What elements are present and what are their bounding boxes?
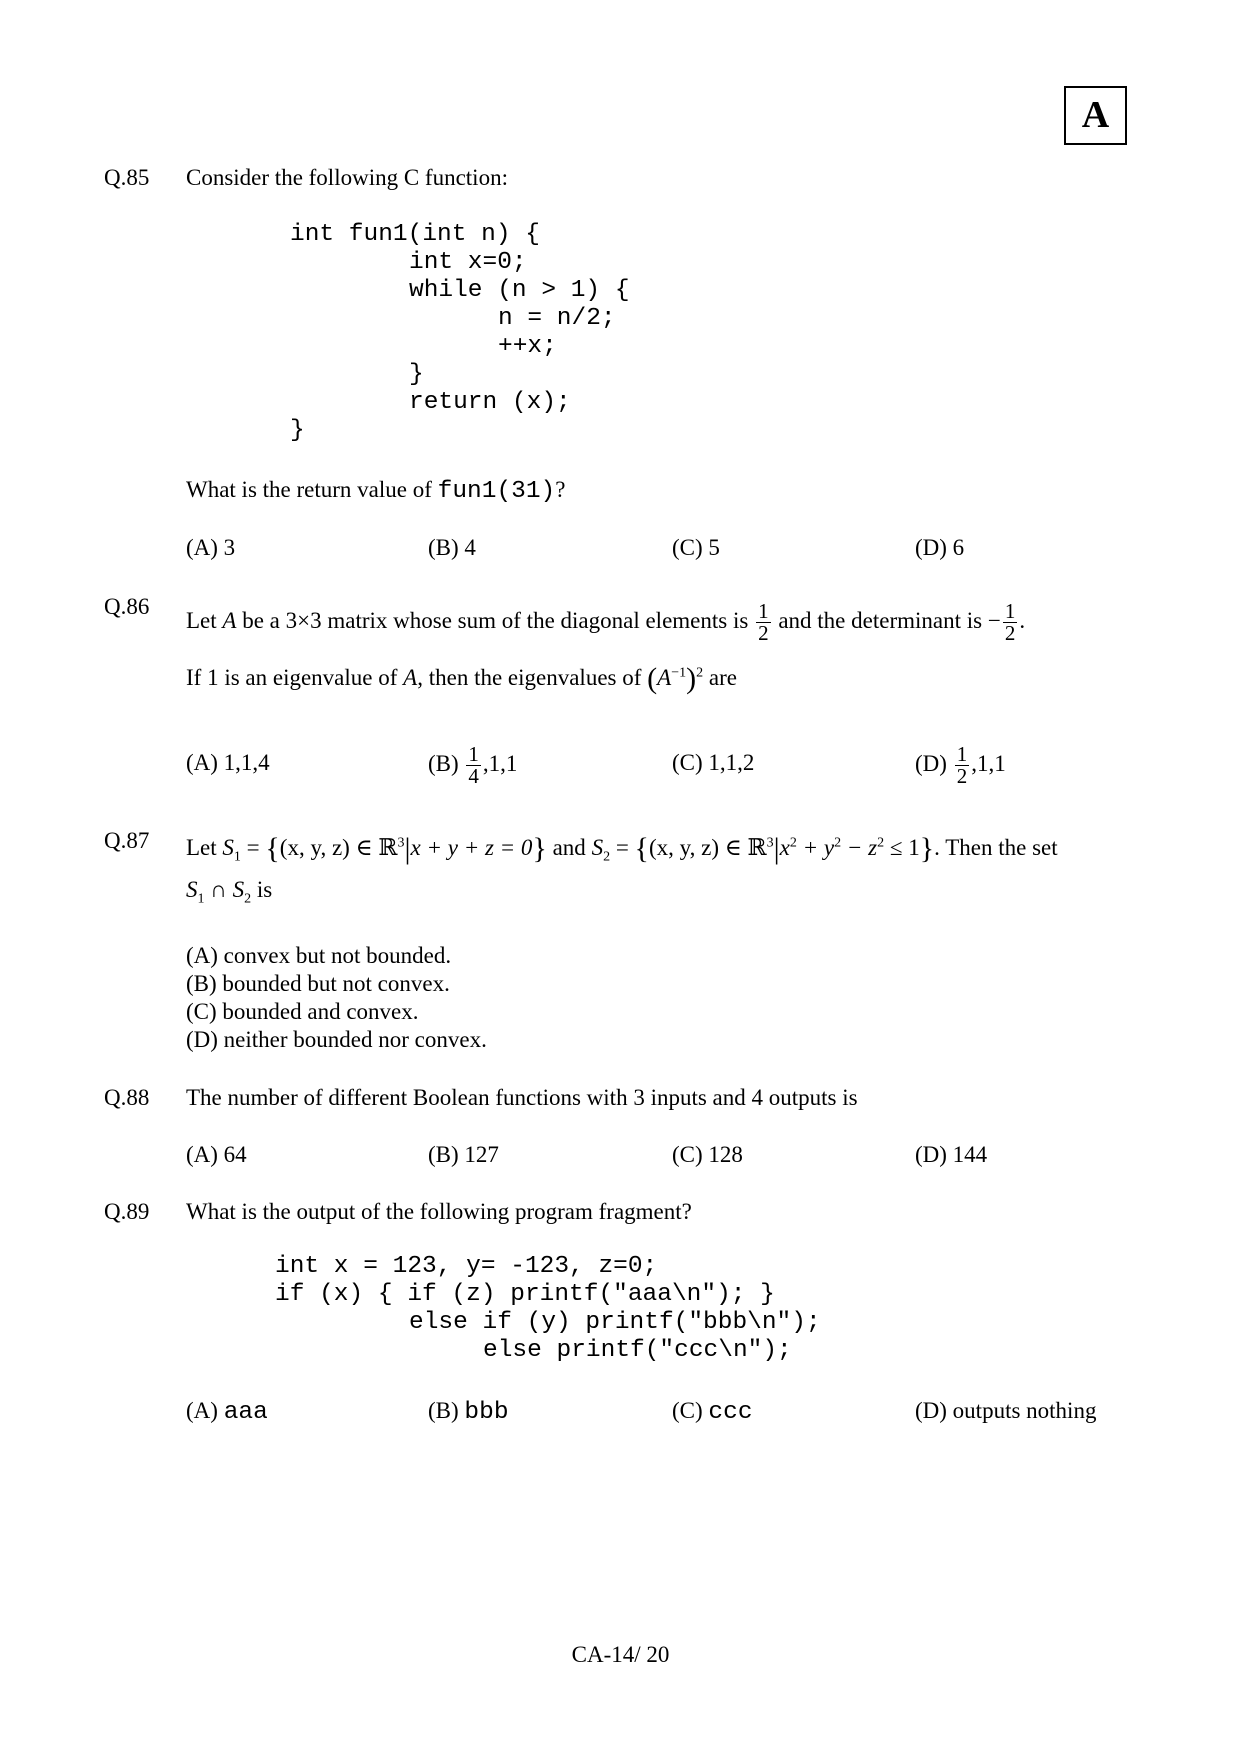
q85-code-line: int x=0;	[409, 249, 527, 276]
q89-option-d: (D) outputs nothing	[915, 1398, 1097, 1423]
q85-option-a: (A) 3	[186, 535, 236, 560]
q89-code-line: else printf("ccc\n");	[483, 1337, 792, 1364]
q89-code-line: int x = 123, y= -123, z=0;	[275, 1253, 658, 1280]
q86-option-d: (D) $\frac{1}{2}$ ,1,1	[915, 742, 1006, 789]
q85-text: Consider the following C function:	[186, 165, 508, 190]
q85-option-d: (D) 6	[915, 535, 965, 560]
q89-code-line: else if (y) printf("bbb\n");	[409, 1309, 821, 1336]
q85-code-line: }	[409, 361, 424, 388]
q86-trace-fraction: $\frac{1}{2}$	[758, 599, 769, 646]
q85-code-line: n = n/2;	[498, 305, 616, 332]
q85-option-c: (C) 5	[672, 535, 720, 560]
q87-option-b: (B) bounded but not convex.	[186, 971, 450, 996]
q85-code-line: }	[290, 417, 305, 444]
q88-option-b: (B) 127	[428, 1142, 499, 1167]
page-footer: CA-14/ 20	[571, 1642, 670, 1667]
question-number-88: Q.88	[104, 1085, 150, 1110]
q89-code-line: if (x) { if (z) printf("aaa\n"); }	[275, 1281, 775, 1308]
q86-line2: If 1 is an eigenvalue of A, then the eigenvalues of $(A^{-1})^2$ are	[186, 662, 737, 695]
question-number-86: Q.86	[104, 594, 150, 619]
q85-code-line: int fun1(int n) {	[290, 221, 540, 248]
q88-text: The number of different Boolean functions with 3 inputs and 4 outputs is	[186, 1085, 858, 1110]
q89-text: What is the output of the following program fragment?	[186, 1199, 692, 1224]
q87-option-a: (A) convex but not bounded.	[186, 943, 452, 968]
q89-option-a: (A) aaa	[186, 1398, 268, 1426]
q86-option-a: (A) 1,1,4	[186, 750, 270, 775]
question-number-85: Q.85	[104, 165, 150, 190]
q86-line1: Let A be a 3×3 matrix whose sum of the diagonal elements is $\frac{1}{2}$ and the determinant is − $\frac{1}{2}$ .	[186, 599, 1026, 646]
q88-option-c: (C) 128	[672, 1142, 743, 1167]
question-number-89: Q.89	[104, 1199, 150, 1224]
q85-code-line: ++x;	[498, 333, 557, 360]
q87-option-c: (C) bounded and convex.	[186, 999, 419, 1024]
q87-option-d: (D) neither bounded nor convex.	[186, 1027, 487, 1052]
set-label-box: A	[1064, 86, 1127, 145]
q87-line2: $S_1$ ∩ $S_2$ is	[186, 877, 273, 907]
q86-det-fraction: $\frac{1}{2}$	[1004, 599, 1016, 646]
q86-option-b: (B) $\frac{1}{4}$ ,1,1	[428, 742, 518, 789]
q89-option-b: (B) bbb	[428, 1398, 509, 1426]
q88-option-a: (A) 64	[186, 1142, 247, 1167]
q87-line1: Let $S_1 = \{(x$, y, z) ∈ ℝ$^3$|x + y + z = 0} and $S_2 = \{(x$, y, z) ∈ $ℝ^3|x^2 + y^2 - z^2 \le 1$}. Then the set	[186, 832, 1058, 865]
q85-option-b: (B) 4	[428, 535, 476, 560]
q85-code-line: while (n > 1) {	[409, 277, 630, 304]
q85-ask: What is the return value of fun1(31)?	[186, 477, 566, 505]
q89-option-c: (C) ccc	[672, 1398, 753, 1426]
q88-option-d: (D) 144	[915, 1142, 988, 1167]
q85-code-line: return (x);	[409, 389, 571, 416]
q86-option-c: (C) 1,1,2	[672, 750, 755, 775]
question-number-87: Q.87	[104, 828, 150, 853]
